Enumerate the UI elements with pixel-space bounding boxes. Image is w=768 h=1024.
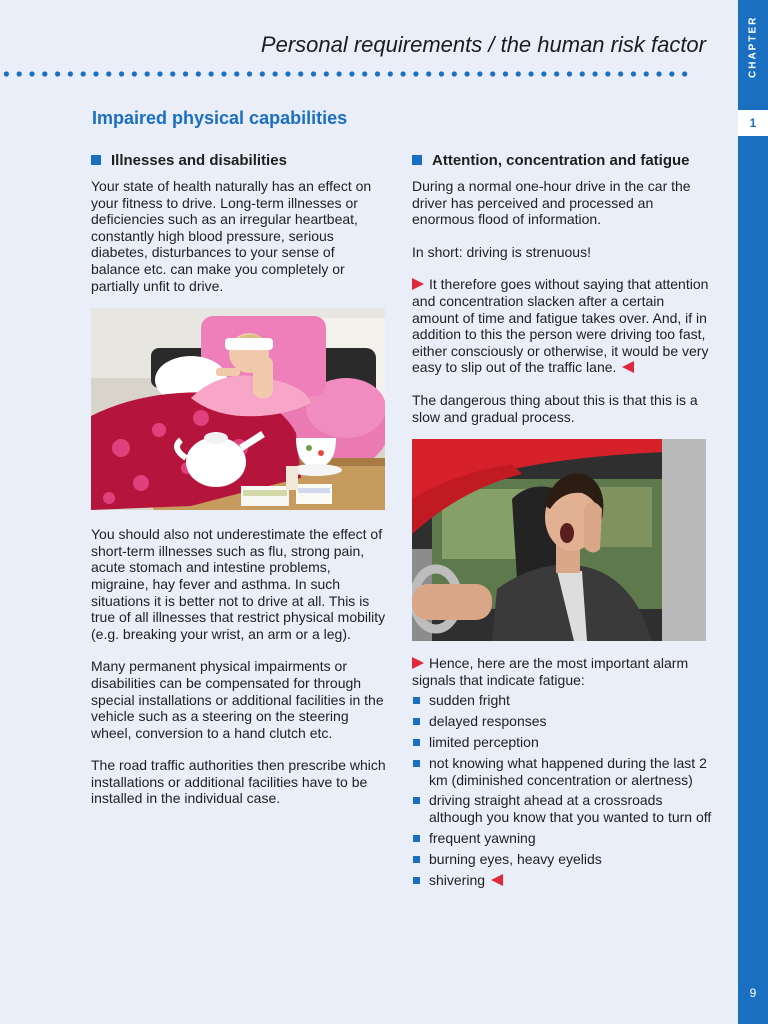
paragraph [412, 276, 712, 376]
chapter-number: 1 [738, 110, 768, 136]
list-item: frequent yawning [412, 830, 712, 847]
paragraph: You should also not underestimate the effect of short-term illnesses such as flu, strong pain, acute stomach and intestine problems, migraine, hay fever and asthma. In such situations it is better not to drive at all. This is true of all illnesses that restrict physical mobility (e.g. breaking your wrist, an arm or a leg). [91, 526, 386, 642]
square-bullet-icon [413, 797, 420, 804]
square-bullet-icon [413, 739, 420, 746]
paragraph: The dangerous thing about this is that this is a slow and gradual process. [412, 391, 698, 425]
subheading-illnesses [91, 152, 386, 169]
dotted-divider [0, 69, 690, 79]
list-item: driving straight ahead at a crossroads although you know that you wanted to turn off [412, 792, 712, 825]
subheading-fatigue [412, 152, 712, 169]
list-item: limited perception [412, 734, 712, 751]
paragraph: Your state of health naturally has an effect on your fitness to drive. Long-term illnesses or deficiencies such as an irregular heartbeat, constantly high blood pressure, serious diabetes, disturbances to your sense of balance etc. can make you completely or partially unfit to drive. [91, 178, 372, 294]
square-bullet-icon [91, 155, 101, 165]
paragraph: During a normal one-hour drive in the car the driver has perceived and processed an enormous flood of information. [412, 178, 691, 228]
square-bullet-icon [413, 856, 420, 863]
list-item: sudden fright [412, 692, 712, 709]
left-column [91, 152, 386, 807]
list-intro [412, 655, 712, 688]
sick-woman-photo [91, 308, 385, 510]
page-header-title: Personal requirements / the human risk factor [260, 32, 706, 57]
list-intro-text: Hence, here are the most important alarm signals that indicate fatigue: [412, 655, 689, 688]
paragraph: In short: driving is strenuous! [412, 243, 591, 260]
list-item: shivering [412, 872, 712, 889]
arrow-right-icon [412, 278, 424, 290]
paragraph: Many permanent physical impairments or disabilities can be compensated for through special installations or additional facilities in the vehicle such as a steering on the steering wheel, conversion to a hand clutch etc. [91, 658, 384, 741]
yawning-driver-photo [412, 439, 706, 641]
arrow-left-icon [491, 874, 503, 886]
chapter-label: CHAPTER [747, 15, 759, 79]
square-bullet-icon [412, 155, 422, 165]
square-bullet-icon [413, 877, 420, 884]
arrow-right-icon [412, 657, 424, 669]
arrow-left-icon [622, 361, 634, 373]
subheading-text: Illnesses and disabilities [111, 152, 287, 169]
list-item: delayed responses [412, 713, 712, 730]
alarm-signals-list [412, 692, 712, 888]
paragraph: The road traffic authorities then prescribe which installations or additional facilities have to be installed in the individual case. [91, 757, 386, 807]
subheading-text: Attention, concentration and fatigue [432, 152, 690, 169]
right-column [412, 152, 712, 893]
list-item: burning eyes, heavy eyelids [412, 851, 712, 868]
square-bullet-icon [413, 718, 420, 725]
square-bullet-icon [413, 835, 420, 842]
page-number: 9 [749, 986, 757, 1000]
square-bullet-icon [413, 697, 420, 704]
paragraph-text: It therefore goes without saying that attention and concentration slacken after a certain amount of time and fatigue takes over. And, if in addition to this the person were driving too fast, either consciously or otherwise, it would be very easy to slip out of the traffic lane. [412, 276, 709, 376]
list-item: not knowing what happened during the last 2 km (diminished concentration or alertness) [412, 755, 712, 788]
section-heading: Impaired physical capabilities [92, 108, 348, 128]
chapter-sidebar [738, 0, 768, 1024]
square-bullet-icon [413, 760, 420, 767]
